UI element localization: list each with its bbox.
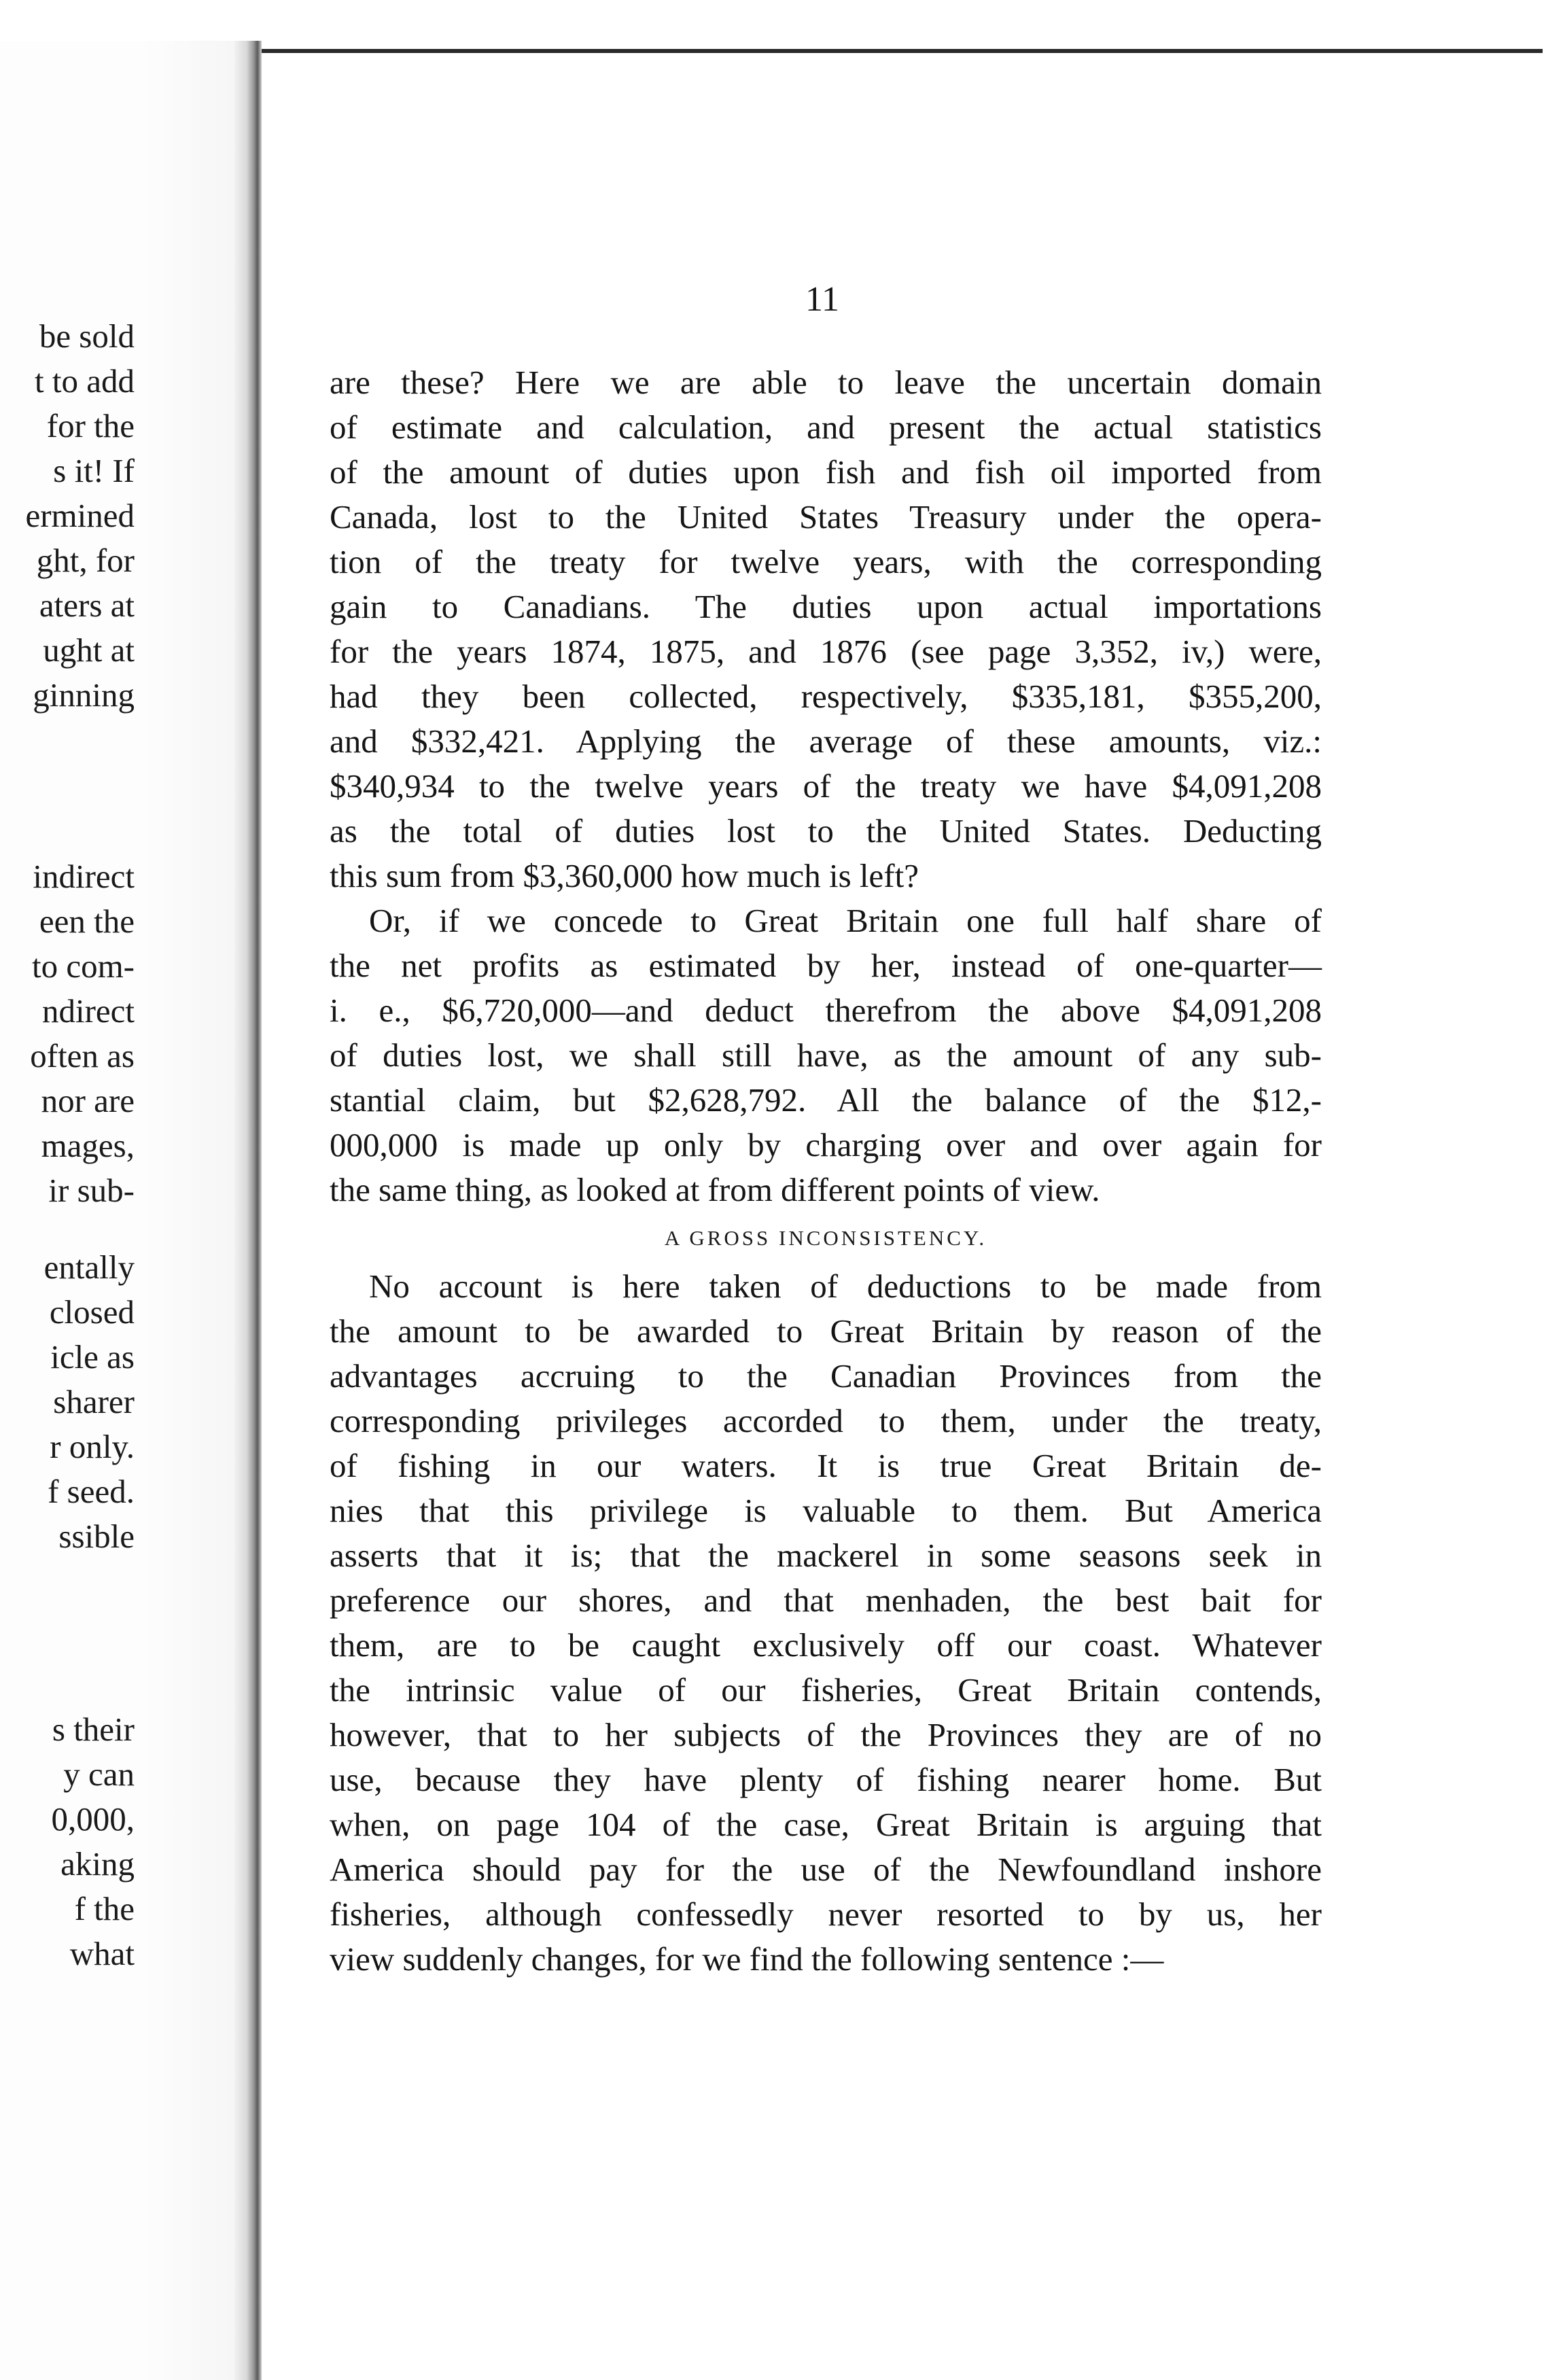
facing-page-fragment: een the xyxy=(39,903,135,940)
text-line: the net profits as estimated by her, instead of one-quarter— xyxy=(330,947,1322,984)
text-line: of the amount of duties upon fish and fish oil imported from xyxy=(330,453,1322,491)
facing-page-fragment: to com- xyxy=(31,947,135,985)
text-line: however, that to her subjects of the Provinces they are of no xyxy=(330,1716,1322,1753)
text-line: this sum from $3,360,000 how much is left? xyxy=(330,857,919,894)
facing-page-fragment: what xyxy=(69,1935,135,1972)
page-top-edge-line xyxy=(251,49,1543,53)
page-number: 11 xyxy=(805,280,840,319)
facing-page-fragment: ginning xyxy=(33,676,135,714)
facing-page-fragment: nor are xyxy=(41,1082,135,1119)
facing-page-fragment: icle as xyxy=(50,1338,135,1376)
section-heading: A GROSS INCONSISTENCY. xyxy=(664,1226,987,1250)
facing-page-fragment: s it! If xyxy=(53,452,135,489)
facing-page-fragment: ermined xyxy=(25,497,135,534)
text-line: $340,934 to the twelve years of the treaty we have $4,091,208 xyxy=(330,767,1322,805)
facing-page-fragment: t to add xyxy=(35,362,135,400)
text-line: of estimate and calculation, and present the actual statistics xyxy=(330,408,1322,446)
text-line: the amount to be awarded to Great Britain by reason of the xyxy=(330,1312,1322,1350)
facing-page-fragment: ndirect xyxy=(41,992,135,1030)
facing-page-fragment: be sold xyxy=(39,317,135,355)
text-line: Or, if we concede to Great Britain one full half share of xyxy=(369,902,1322,939)
facing-page-fragment: 0,000, xyxy=(51,1800,135,1838)
facing-page-fragment: aking xyxy=(60,1845,135,1883)
facing-page-fragment: ught at xyxy=(43,631,135,669)
facing-page-fragment: ght, for xyxy=(36,542,135,579)
text-line: America should pay for the use of the Newfoundland inshore xyxy=(330,1851,1322,1888)
text-line: asserts that it is; that the mackerel in some seasons seek in xyxy=(330,1537,1322,1574)
facing-page-fragment: entally xyxy=(43,1248,135,1286)
facing-page-fragment: aters at xyxy=(39,587,135,624)
facing-page-fragment: for the xyxy=(46,407,135,444)
facing-page-fragment: s their xyxy=(52,1711,135,1748)
facing-page-fragment: f the xyxy=(74,1890,135,1927)
facing-page-fragment: ir sub- xyxy=(48,1172,135,1209)
facing-page-fragment: closed xyxy=(49,1293,135,1331)
facing-page-fragment: f seed. xyxy=(48,1473,135,1510)
text-line: for the years 1874, 1875, and 1876 (see page 3,352, iv,) were, xyxy=(330,633,1322,670)
text-line: stantial claim, but $2,628,792. All the balance of the $12,- xyxy=(330,1081,1322,1119)
facing-page-fragment: sharer xyxy=(53,1383,135,1420)
text-line: had they been collected, respectively, $335,181, $355,200, xyxy=(330,678,1322,715)
book-gutter-shadow xyxy=(234,41,262,2380)
facing-page-fragment: mages, xyxy=(41,1127,135,1164)
text-line: view suddenly changes, for we find the following sentence :— xyxy=(330,1940,1164,1978)
text-line: use, because they have plenty of fishing nearer home. But xyxy=(330,1761,1322,1798)
text-line: i. e., $6,720,000—and deduct therefrom the above $4,091,208 xyxy=(330,992,1322,1029)
text-line: corresponding privileges accorded to them, under the treaty, xyxy=(330,1402,1322,1439)
text-line: as the total of duties lost to the United States. Deducting xyxy=(330,812,1322,850)
text-line: advantages accruing to the Canadian Provinces from the xyxy=(330,1357,1322,1395)
text-line: Canada, lost to the United States Treasury under the opera- xyxy=(330,498,1322,536)
text-line: 000,000 is made up only by charging over and over again for xyxy=(330,1126,1322,1163)
facing-page-fragment: indirect xyxy=(33,858,135,895)
text-line: fisheries, although confessedly never resorted to by us, her xyxy=(330,1895,1322,1933)
text-line: them, are to be caught exclusively off our coast. Whatever xyxy=(330,1626,1322,1664)
text-line: tion of the treaty for twelve years, with the corresponding xyxy=(330,543,1322,580)
facing-page-margin xyxy=(143,41,234,2380)
text-line: and $332,421. Applying the average of these amounts, viz.: xyxy=(330,722,1322,760)
text-line: nies that this privilege is valuable to them. But America xyxy=(330,1492,1322,1529)
facing-page xyxy=(0,41,143,2380)
text-line: the same thing, as looked at from different points of view. xyxy=(330,1171,1100,1208)
text-line: preference our shores, and that menhaden, the best bait for xyxy=(330,1581,1322,1619)
facing-page-fragment: often as xyxy=(30,1037,135,1074)
text-line: of fishing in our waters. It is true Great Britain de- xyxy=(330,1447,1322,1484)
facing-page-fragment: y can xyxy=(63,1755,135,1793)
facing-page-fragment: ssible xyxy=(58,1518,135,1555)
facing-page-fragment: r only. xyxy=(50,1428,135,1465)
text-line: the intrinsic value of our fisheries, Great Britain contends, xyxy=(330,1671,1322,1709)
text-line: are these? Here we are able to leave the uncertain domain xyxy=(330,364,1322,401)
text-line: when, on page 104 of the case, Great Britain is arguing that xyxy=(330,1806,1322,1843)
text-line: of duties lost, we shall still have, as the amount of any sub- xyxy=(330,1036,1322,1074)
text-line: gain to Canadians. The duties upon actual importations xyxy=(330,588,1322,625)
text-line: No account is here taken of deductions to be made from xyxy=(369,1267,1322,1305)
